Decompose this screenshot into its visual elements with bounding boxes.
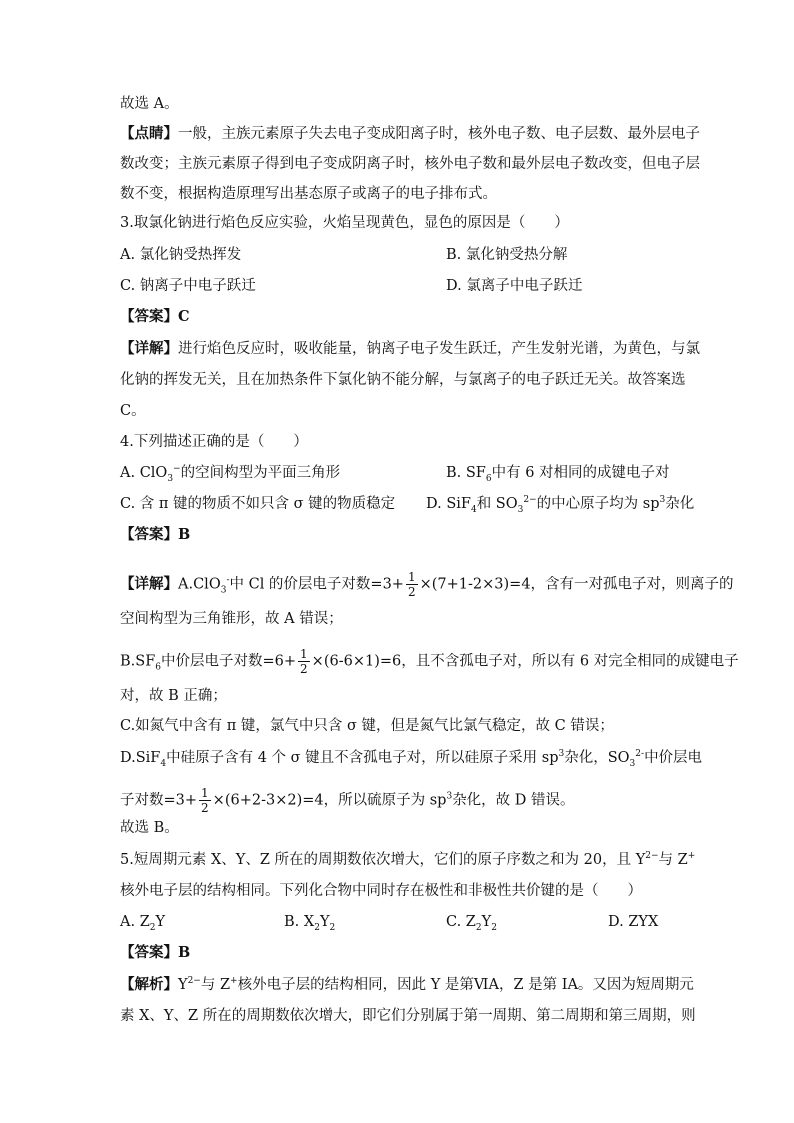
explanation-4: 【详解】A.ClO$_3$-中 Cl 的价层电子对数=3+ $\frac{1}{2}$ ×(7+1-2×3)=4，含有一对孤电子对，则离子的	[120, 570, 734, 599]
text-line: $B.SF_6$中价层电子对数=6+ $\frac{1}{2}$ ×(6-6×1)=6，且不含孤电子对，所以有 6 对完全相同的成键电子	[120, 647, 739, 676]
option-4b: B. $SF_6$中有 6 对相同的成键电子对	[446, 465, 670, 484]
fraction: $\frac{1}{2}$	[300, 647, 308, 676]
text-line: D.SiF$_4$中硅原子含有 4 个 σ 键且不含孤电子对，所以硅原子采用 $sp^3$杂化，$SO_3^{2-}$中价层电	[120, 749, 703, 769]
question-3: 3.取氯化钠进行焰色反应实验，火焰呈现黄色，显色的原因是（ ）	[120, 215, 569, 231]
note-paragraph-line	[120, 124, 700, 144]
text: 进行焰色反应时，吸收能量，钠离子电子发生跃迁，产生发射光谱，为黄色，与氯	[178, 341, 700, 357]
text-line: 子对数=3+ $\frac{1}{2}$ ×(6+2-3×2)=4，所以硫原子为 $sp^3$杂化，故 D 错误。	[120, 786, 575, 815]
text-line: 数改变；主族元素原子得到电子变成阴离子时，核外电子数和最外层电子数改变，但电子层	[120, 156, 700, 172]
fraction: $\frac{1}{2}$	[407, 570, 416, 599]
text-line: 故选 A。	[120, 96, 179, 112]
option-3d: D. 氯离子中电子跃迁	[446, 278, 583, 294]
option-5d: D. ZYX	[608, 914, 659, 930]
text-line: 素 X、Y、Z 所在的周期数依次增大，即它们分别属于第一周期、第二周期和第三周期，则	[120, 1008, 696, 1024]
answer-3: 【答案】C	[120, 308, 190, 325]
option-5b: B. $X_2Y_2$	[284, 914, 336, 933]
text-line: 化钠的挥发无关，且在加热条件下氯化钠不能分解，与氯离子的电子跃迁无关。故答案选	[120, 372, 686, 388]
text-line: C.如氮气中含有 π 键，氯气中只含 σ 键，但是氮气比氯气稳定，故 C 错误；	[120, 718, 614, 734]
text-line: 数不变，根据构造原理写出基态原子或离子的电子排布式。	[120, 186, 497, 202]
text-line: 故选 B。	[120, 820, 179, 836]
text-line: 空间构型为三角锥形，故 A 错误；	[120, 611, 343, 627]
text-line: 对，故 B 正确；	[120, 688, 227, 704]
text: 一般，主族元素原子失去电子变成阳离子时，核外电子数、电子层数、最外层电子	[178, 126, 700, 142]
option-3c: C. 钠离子中电子跃迁	[120, 278, 256, 294]
text-line: C。	[120, 403, 146, 419]
text-line: 核外电子层的结构相同。下列化合物中同时存在极性和非极性共价键的是（ ）	[120, 883, 642, 899]
fraction: $\frac{1}{2}$	[201, 786, 209, 815]
answer-5: 【答案】B	[120, 944, 191, 961]
detail-tag: 【详解】	[120, 340, 178, 357]
option-5c: C. $Z_2Y_2$	[446, 914, 497, 933]
option-3a: A. 氯化钠受热挥发	[120, 247, 242, 263]
option-5a: A. $Z_2Y$	[120, 914, 166, 933]
option-4c: C. 含 π 键的物质不如只含 σ 键的物质稳定	[120, 496, 396, 512]
explanation-3	[120, 339, 700, 359]
option-3b: B. 氯化钠受热分解	[446, 247, 568, 263]
question-5: 5.短周期元素 X、Y、Z 所在的周期数依次增大，它们的原子序数之和为 20，且 $Y^{2-}$与 Z+	[120, 851, 696, 868]
analysis-tag: 【解析】	[120, 976, 178, 993]
answer-4: 【答案】B	[120, 526, 191, 543]
detail-tag: 【详解】	[120, 575, 178, 593]
note-tag: 【点睛】	[120, 125, 178, 142]
option-4a: A. ClO$_3$−的空间构型为平面三角形	[120, 464, 341, 484]
explanation-5: 【解析】$Y^{2-}$与 Z+核外电子层的结构相同，因此 Y 是第ⅥA，Z 是第 IA。又因为短周期元	[120, 976, 694, 993]
question-4: 4.下列描述正确的是（ ）	[120, 434, 308, 450]
option-4d: D. SiF$_4$和 $SO_3^{2-}$的中心原子均为 $sp^3$杂化	[426, 495, 695, 515]
